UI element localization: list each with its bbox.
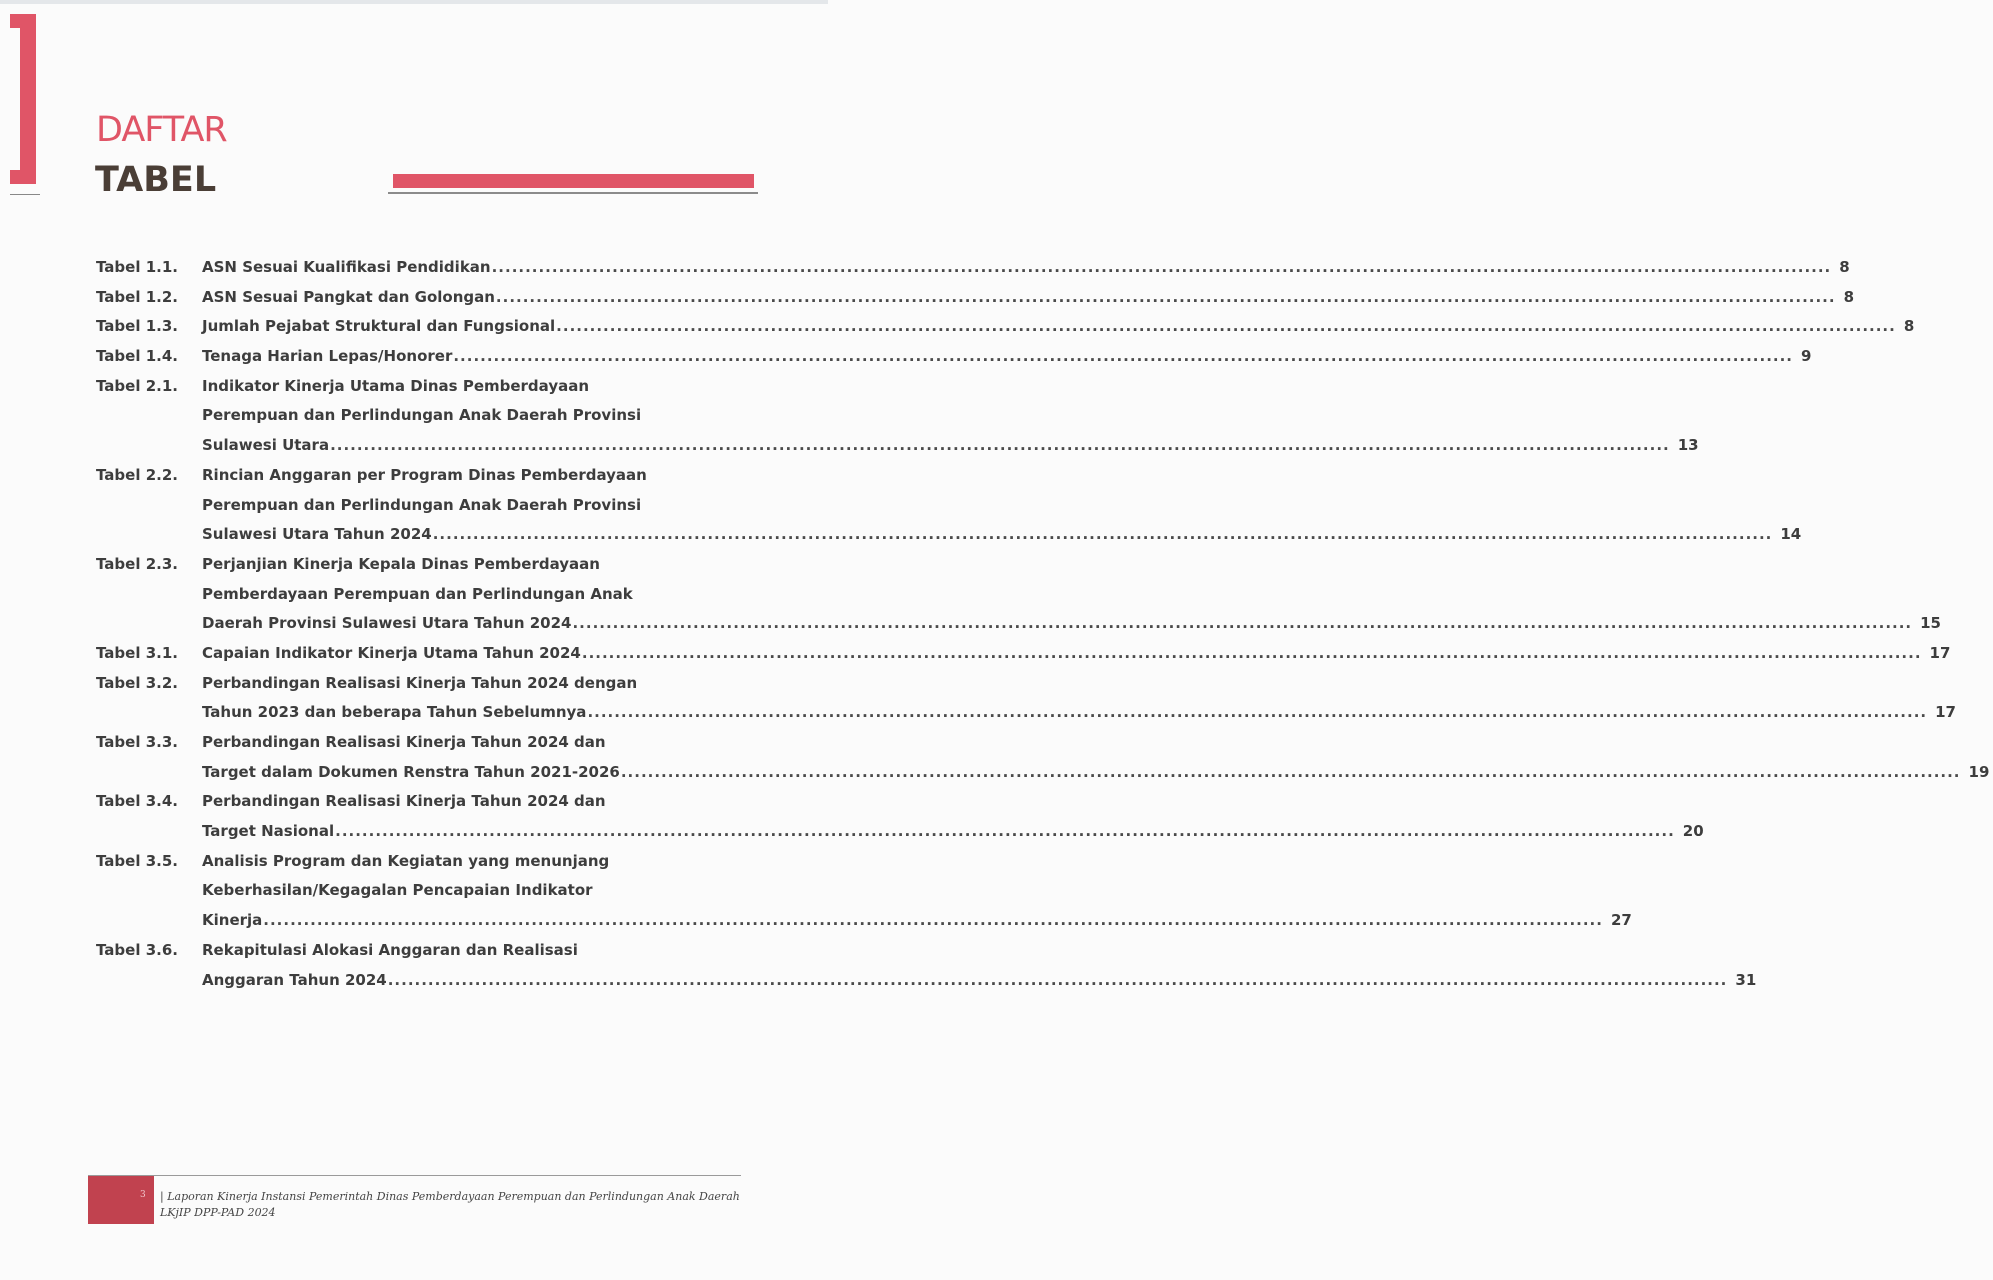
dot-leader: ........................................................................................................................................................................................................ [572,614,1913,633]
toc-entry-title: Perbandingan Realisasi Kinerja Tahun 2024 dan [202,792,606,811]
toc-entry-title: Sulawesi Utara Tahun 2024 [202,525,432,544]
toc-entry-title: Analisis Program dan Kegiatan yang menunjang [202,851,610,870]
dot-leader: ........................................................................................................................................................................................................ [330,436,1670,455]
toc-entry-page: 19 [1968,762,1990,781]
toc-entry-title: Sulawesi Utara [202,436,330,455]
toc-entry-label: Tabel 1.3. [96,317,178,336]
toc-entry-title: Perjanjian Kinerja Kepala Dinas Pemberdayaan [202,554,600,573]
toc-entry-label: Tabel 3.4. [96,792,178,811]
toc-entry[interactable] [96,372,1699,461]
footer-line-1: | Laporan Kinerja Instansi Pemerintah Dinas Pemberdayaan Perempuan dan Perlindungan Anak Daerah [160,1190,740,1203]
toc-entry-page: 17 [1929,643,1951,662]
toc-entry-title: Pemberdayaan Perempuan dan Perlindungan Anak [202,584,633,603]
toc-entry-title: Kinerja [202,911,263,930]
toc-entry-title: Anggaran Tahun 2024 [202,970,387,989]
toc-entry[interactable] [96,787,1704,846]
toc-entry-page: 8 [1843,287,1855,306]
dot-leader: ........................................................................................................................................................................................................ [453,347,1793,366]
toc-entry[interactable] [96,550,1941,639]
dot-leader: ........................................................................................................................................................................................................ [620,762,1961,781]
toc-entry-label: Tabel 2.3. [96,554,178,573]
toc-entry-title: Perempuan dan Perlindungan Anak Daerah Provinsi [202,406,642,425]
heading-accent-bar [393,174,754,188]
toc-entry-label: Tabel 1.2. [96,287,178,306]
toc-entry-label: Tabel 2.1. [96,376,178,395]
decorative-bracket [10,14,36,184]
toc-entry-title: Target dalam Dokumen Renstra Tahun 2021-2026 [202,762,620,781]
footer-report-title [160,1189,740,1221]
toc-entry-page: 9 [1801,347,1812,366]
heading-daftar: DAFTAR [96,110,227,150]
toc-entry[interactable] [96,461,1802,550]
toc-entry-page: 20 [1682,822,1704,841]
toc-entry-title: Jumlah Pejabat Struktural dan Fungsional [202,317,556,336]
toc-entry-label: Tabel 3.6. [96,940,178,959]
footer-page-box [88,1176,154,1224]
footer-rule [88,1175,741,1176]
toc-entry-title: Perbandingan Realisasi Kinerja Tahun 2024 dan [202,733,606,751]
page-top-edge [0,0,828,4]
toc-entry-title: Indikator Kinerja Utama Dinas Pemberdayaan [202,376,590,395]
table-of-tables [96,253,1990,995]
toc-entry-title: Perempuan dan Perlindungan Anak Daerah Provinsi [202,495,642,514]
toc-entry-label: Tabel 1.1. [96,258,178,276]
toc-entry-page: 8 [1903,317,1915,336]
toc-entry-title: ASN Sesuai Pangkat dan Golongan [202,287,495,306]
toc-entry-title: Keberhasilan/Kegagalan Pencapaian Indikator [202,881,593,900]
toc-entry-title: Tenaga Harian Lepas/Honorer [202,347,453,366]
toc-entry[interactable] [96,342,1812,372]
toc-entry[interactable] [96,728,1990,787]
toc-entry-label: Tabel 3.2. [96,673,178,692]
dot-leader: ........................................................................................................................................................................................................ [495,287,1836,306]
toc-entry[interactable] [96,283,1855,313]
heading-rule [388,192,758,194]
toc-entry-page: 8 [1839,258,1850,276]
dot-leader: ........................................................................................................................................................................................................ [556,317,1896,336]
toc-entry-label: Tabel 3.5. [96,851,178,870]
dot-leader: ........................................................................................................................................................................................................ [263,911,1603,930]
toc-entry-title: Capaian Indikator Kinerja Utama Tahun 2024 [202,643,581,662]
toc-entry-title: Rincian Anggaran per Program Dinas Pemberdayaan [202,465,647,484]
toc-entry[interactable] [96,639,1951,669]
toc-entry[interactable] [96,936,1757,995]
dot-leader: ........................................................................................................................................................................................................ [387,970,1728,989]
toc-entry-label: Tabel 1.4. [96,347,178,366]
toc-entry-title: Target Nasional [202,822,335,841]
toc-entry-title: Perbandingan Realisasi Kinerja Tahun 2024 dengan [202,673,638,692]
toc-entry[interactable] [96,669,1956,728]
toc-entry-title: Rekapitulasi Alokasi Anggaran dan Realisasi [202,940,578,959]
toc-entry[interactable] [96,312,1915,342]
footer-line-2: LKjIP DPP-PAD 2024 [160,1206,276,1219]
toc-entry-page: 14 [1780,525,1802,544]
toc-entry-title: Tahun 2023 dan beberapa Tahun Sebelumnya [202,703,587,722]
dot-leader: ........................................................................................................................................................................................................ [491,258,1832,276]
footer-page-number: 3 [140,1190,146,1200]
toc-entry-page: 27 [1610,911,1632,930]
toc-entry[interactable] [96,253,1850,283]
toc-entry-label: Tabel 2.2. [96,465,178,484]
toc-entry-page: 15 [1920,614,1941,633]
toc-entry-page: 13 [1677,436,1699,455]
dot-leader: ........................................................................................................................................................................................................ [587,703,1928,722]
toc-entry[interactable] [96,847,1632,936]
toc-entry-label: Tabel 3.1. [96,643,178,662]
heading-tabel: TABEL [95,160,217,200]
toc-entry-page: 17 [1935,703,1956,722]
toc-entry-title: ASN Sesuai Kualifikasi Pendidikan [202,258,491,276]
dot-leader: ........................................................................................................................................................................................................ [335,822,1675,841]
toc-entry-label: Tabel 3.3. [96,733,178,751]
dot-leader: ........................................................................................................................................................................................................ [581,643,1922,662]
dot-leader: ........................................................................................................................................................................................................ [432,525,1773,544]
toc-entry-title: Daerah Provinsi Sulawesi Utara Tahun 2024 [202,614,572,633]
toc-entry-page: 31 [1735,970,1757,989]
